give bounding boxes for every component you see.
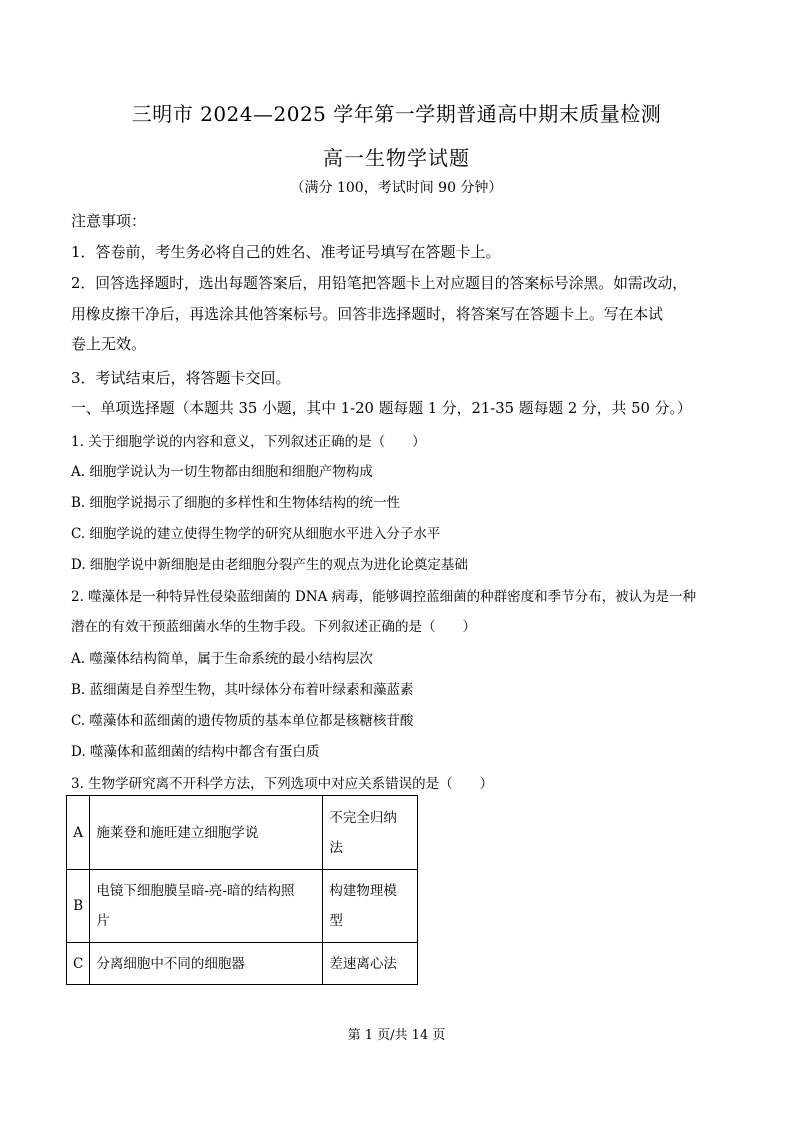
row-content-line-2: 片 [96,913,110,929]
row-content: 施莱登和施旺建立细胞学说 [90,796,323,870]
row-method [323,796,418,870]
note-item-2-line-2: 用橡皮擦干净后，再选涂其他答案标号。回答非选择题时，将答案写在答题卡上。写在本试 [71,306,663,323]
question-3-stem: 3. 生物学研究离不开科学方法，下列选项中对应关系错误的是（ ） [71,776,494,792]
row-key: B [67,870,90,943]
row-key: C [67,943,90,985]
row-method-line-1: 不完全归纳 [329,809,397,826]
question-1-option-b: B. 细胞学说揭示了细胞的多样性和生物体结构的统一性 [71,495,401,511]
note-item-3: 3．考试结束后，将答题卡交回。 [71,369,291,387]
note-item-2-line-1: 2．回答选择题时，选出每题答案后，用铅笔把答题卡上对应题目的答案标号涂黑。如需改动， [71,275,688,292]
row-method-line-2: 型 [329,913,343,929]
table-row [67,943,418,985]
subject-title: 高一生物学试题 [323,146,470,170]
row-method-line-1: 构建物理模 [329,883,397,899]
exam-info: （满分 100，考试时间 90 分钟） [290,180,503,196]
exam-title: 三明市 2024—2025 学年第一学期普通高中期末质量检测 [131,102,662,126]
table-row [67,870,418,943]
page-number: 第 1 页/共 14 页 [347,1028,446,1043]
question-2-option-d: D. 噬藻体和蓝细菌的结构中都含有蛋白质 [71,744,320,760]
note-item-1: 1．答卷前，考生务必将自己的姓名、准考证号填写在答题卡上。 [71,243,501,261]
row-method-line-2: 法 [329,839,343,856]
question-2-option-a: A. 噬藻体结构简单，属于生命系统的最小结构层次 [71,651,373,667]
question-1-stem: 1. 关于细胞学说的内容和意义，下列叙述正确的是（ ） [71,434,426,450]
row-method: 差速离心法 [323,943,418,985]
row-content-line-1: 电镜下细胞膜呈暗-亮-暗的结构照 [96,883,295,899]
notes-heading: 注意事项： [71,212,147,230]
question-3-table [66,795,418,985]
question-1-option-a: A. 细胞学说认为一切生物都由细胞和细胞产物构成 [71,464,373,480]
question-1-option-c: C. 细胞学说的建立使得生物学的研究从细胞水平进入分子水平 [71,526,441,542]
question-2-stem-line-1: 2. 噬藻体是一种特异性侵染蓝细菌的 DNA 病毒，能够调控蓝细菌的种群密度和季节分布，被认为是一种 [71,589,697,605]
section-heading: 一、单项选择题（本题共 35 小题，其中 1-20 题每题 1 分，21-35 题每题 2 分，共 50 分。） [71,400,692,417]
row-method [323,870,418,943]
row-content [90,870,323,943]
question-2-option-b: B. 蓝细菌是自养型生物，其叶绿体分布着叶绿素和藻蓝素 [71,682,414,698]
question-2-stem-line-2: 潜在的有效干预蓝细菌水华的生物手段。下列叙述正确的是（ ） [71,619,476,635]
note-item-2-line-3: 卷上无效。 [71,335,147,353]
row-content: 分离细胞中不同的细胞器 [90,943,323,985]
table-row [67,796,418,870]
row-key: A [67,796,90,870]
question-2-option-c: C. 噬藻体和蓝细菌的遗传物质的基本单位都是核糖核苷酸 [71,713,414,729]
question-1-option-d: D. 细胞学说中新细胞是由老细胞分裂产生的观点为进化论奠定基础 [71,557,468,573]
